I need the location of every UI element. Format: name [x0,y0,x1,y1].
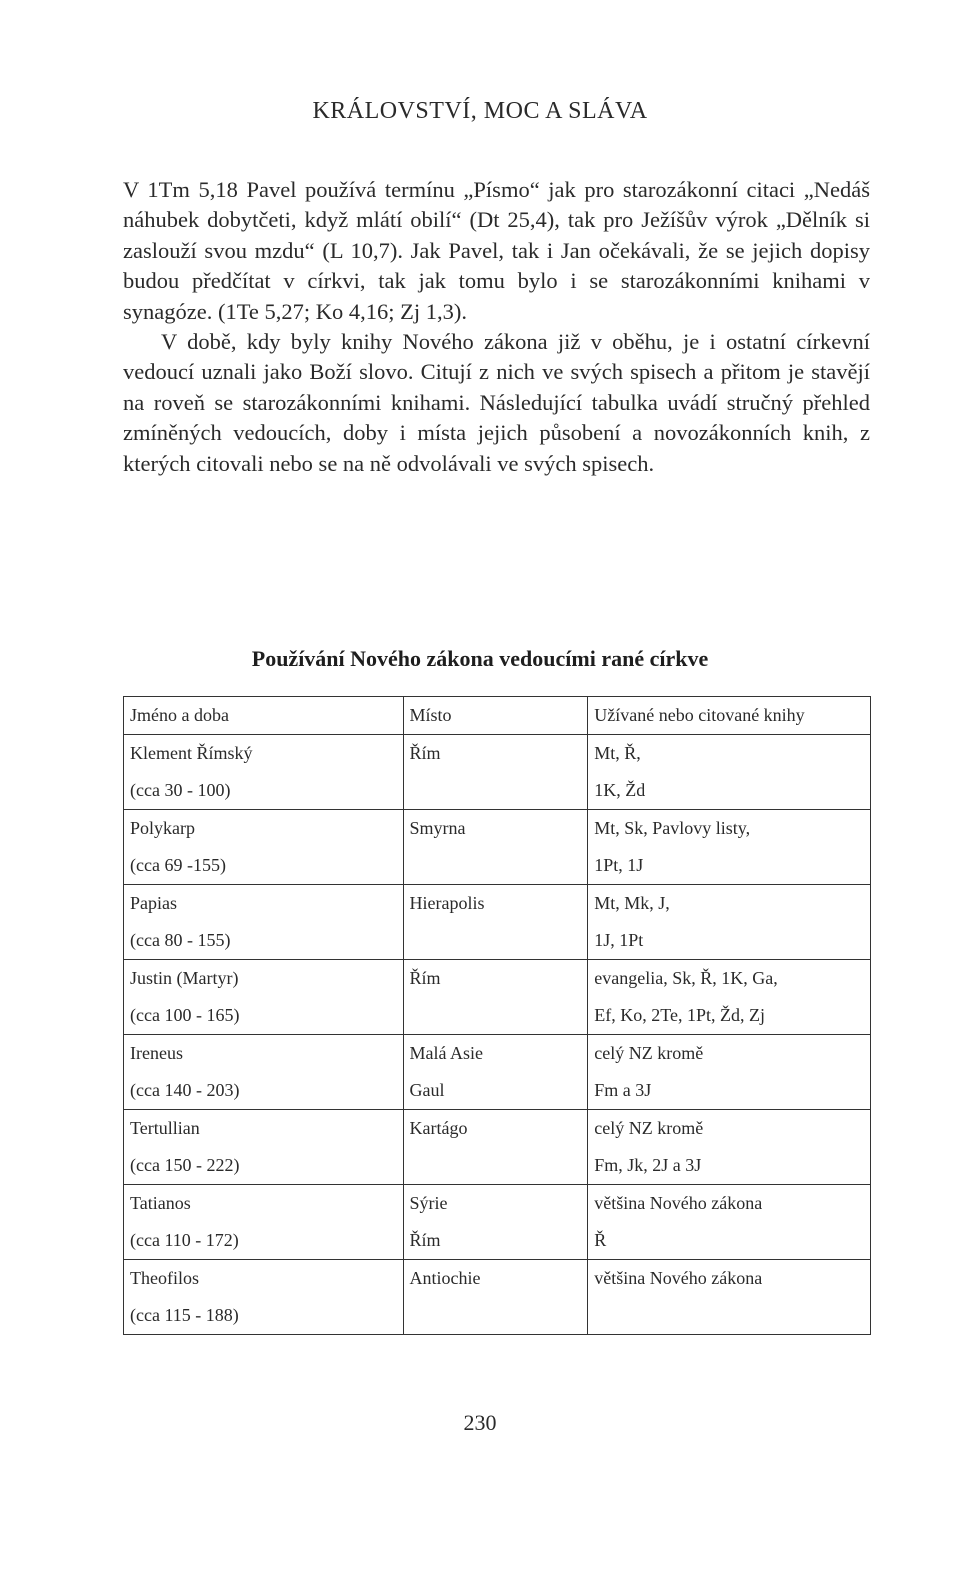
books-line: Mt, Mk, J, [594,893,670,913]
books-line: Ř [594,1230,607,1250]
leader-name: Polykarp [130,818,195,838]
cell-place [403,810,588,885]
table-row [124,1035,871,1110]
place-line: Kartágo [409,1118,468,1138]
cell-books [588,810,871,885]
table-row [124,885,871,960]
paragraph: V 1Tm 5,18 Pavel používá termínu „Písmo“ jak pro starozákonní citaci „Nedáš náhubek dobytčeti, když mlátí obilí“ (Dt 25,4), tak pro Ježíšův výrok „Dělník si zaslouží svou mzdu“ (L 10,7). Jak Pavel, tak i Jan očekávali, že se jejich dopisy budou předčítat v církvi, tak jak tomu bylo i se starozákonními knihami v synagóze. (1Te 5,27; Ko 4,16; Zj 1,3). [123,177,870,324]
cell-name-period [124,1260,404,1335]
place-line: Řím [409,968,441,988]
leader-period: (cca 100 - 165) [130,1005,240,1025]
books-line: 1Pt, 1J [594,855,644,875]
running-header: KRÁLOVSTVÍ, MOC A SLÁVA [312,98,648,124]
table-row [124,735,871,810]
cell-place [403,1110,588,1185]
cell-books [588,735,871,810]
place-line [410,1147,582,1184]
cell-name-period [124,735,404,810]
table-row [124,960,871,1035]
leader-name: Ireneus [130,1043,183,1063]
leader-period: (cca 30 - 100) [130,780,231,800]
cell-place [403,1260,588,1335]
books-line: Fm a 3J [594,1080,652,1100]
body-text [123,175,870,479]
leader-period: (cca 110 - 172) [130,1230,239,1250]
place-line: Antiochie [409,1268,481,1288]
books-line: Fm, Jk, 2J a 3J [594,1155,702,1175]
cell-place [403,1185,588,1260]
table-row [124,1185,871,1260]
place-line: Hierapolis [409,893,485,913]
table-row [124,1110,871,1185]
table-row [124,1260,871,1335]
cell-books [588,1185,871,1260]
books-line: většina Nového zákona [594,1268,763,1288]
books-line: většina Nového zákona [594,1193,763,1213]
leader-name: Theofilos [130,1268,199,1288]
header-books: Užívané nebo citované knihy [588,697,871,735]
cell-name-period [124,1110,404,1185]
cell-name-period [124,960,404,1035]
leader-period: (cca 140 - 203) [130,1080,240,1100]
leaders-table [123,696,871,1335]
table-header-row [124,697,871,735]
cell-name-period [124,1185,404,1260]
books-line: Ef, Ko, 2Te, 1Pt, Žd, Zj [594,1005,765,1025]
cell-books [588,885,871,960]
books-line [594,1297,864,1334]
books-line: celý NZ kromě [594,1118,704,1138]
place-line [410,847,582,884]
place-line [410,997,582,1034]
cell-books [588,960,871,1035]
paragraph: V době, kdy byly knihy Nového zákona již v oběhu, je i ostatní církevní vedoucí uznali jako Boží slovo. Citují z nich ve svých spisech a přitom je stavějí na roveň se starozákonními knihami. Následující tabulka uvádí stručný přehled zmíněných vedoucích, doby i místa jejich působení a novozákonních knih, z kterých citovali nebo se na ně odvolávali ve svých spisech. [123,329,870,476]
leader-name: Papias [130,893,177,913]
header-place: Místo [403,697,588,735]
books-line: celý NZ kromě [594,1043,704,1063]
leader-period: (cca 115 - 188) [130,1305,239,1325]
cell-place [403,960,588,1035]
books-line: evangelia, Sk, Ř, 1K, Ga, [594,968,778,988]
cell-books [588,1260,871,1335]
cell-books [588,1110,871,1185]
place-line [410,772,582,809]
place-line: Řím [409,743,441,763]
place-line: Smyrna [409,818,466,838]
cell-place [403,735,588,810]
leader-period: (cca 80 - 155) [130,930,231,950]
leader-name: Justin (Martyr) [130,968,239,988]
page-number: 230 [463,1410,497,1435]
place-line: Sýrie [409,1193,448,1213]
cell-place [403,885,588,960]
books-line: 1J, 1Pt [594,930,644,950]
header-name-period: Jméno a doba [124,697,404,735]
books-line: 1K, Žd [594,780,646,800]
cell-place [403,1035,588,1110]
leader-name: Tatianos [130,1193,191,1213]
place-line: Malá Asie [409,1043,484,1063]
leader-name: Tertullian [130,1118,200,1138]
place-line [410,1297,582,1334]
table-title: Používání Nového zákona vedoucími rané církve [251,646,709,671]
leader-name: Klement Římský [130,743,253,763]
leader-period: (cca 69 -155) [130,855,226,875]
place-line: Řím [409,1230,441,1250]
cell-name-period [124,885,404,960]
cell-name-period [124,1035,404,1110]
table-row [124,810,871,885]
cell-books [588,1035,871,1110]
place-line [410,922,582,959]
cell-name-period [124,810,404,885]
leader-period: (cca 150 - 222) [130,1155,240,1175]
books-line: Mt, Sk, Pavlovy listy, [594,818,751,838]
books-line: Mt, Ř, [594,743,641,763]
place-line: Gaul [409,1080,445,1100]
